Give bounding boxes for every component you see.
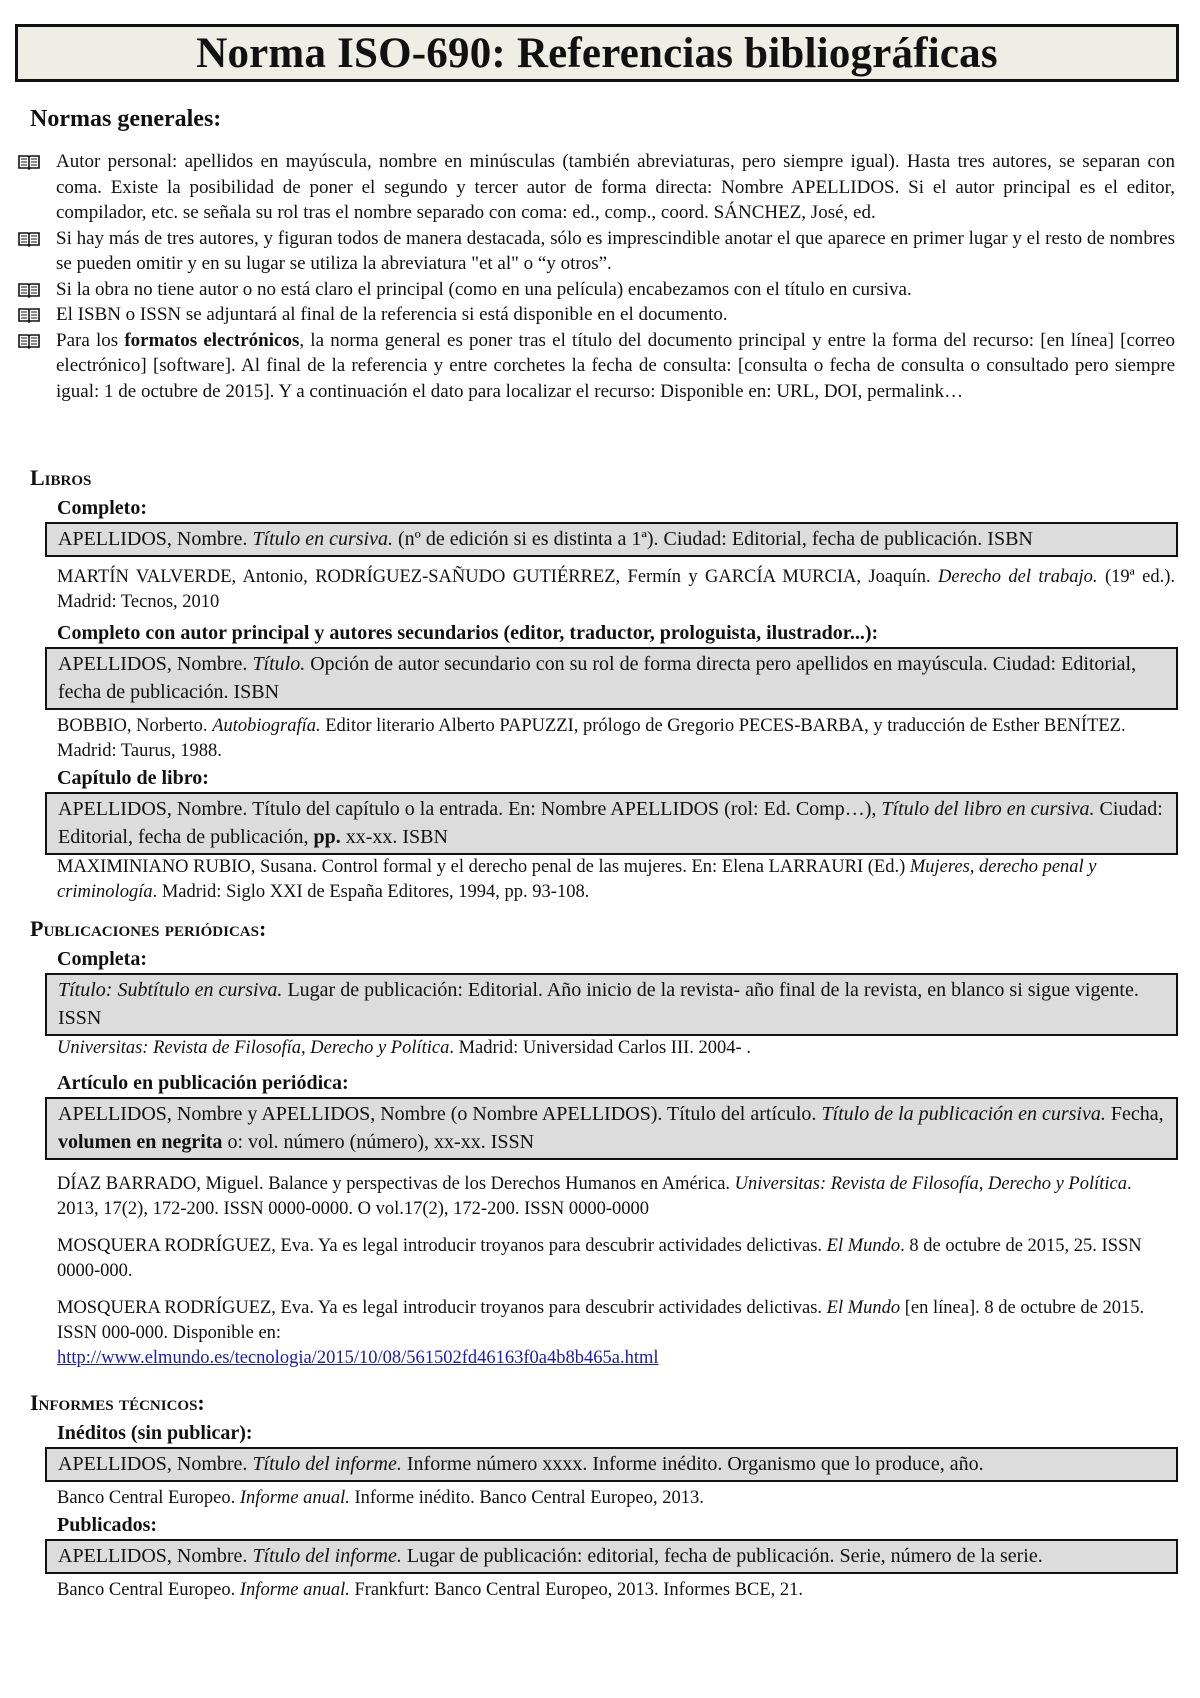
rule-text	[56, 328, 1175, 405]
format-template	[45, 973, 1178, 1036]
text-segment: El Mundo	[826, 1298, 901, 1318]
text-segment: Fecha,	[1105, 1103, 1164, 1125]
open-book-icon	[18, 231, 40, 247]
text-segment: MAXIMINIANO RUBIO, Susana. Control formal y el derecho penal de las mujeres. En: Elena LARRAURI (Ed.)	[57, 857, 910, 877]
text-segment: Título: Subtítulo en cursiva.	[58, 979, 283, 1001]
open-book-icon	[18, 154, 40, 170]
subheading-publicados: Publicados:	[57, 1514, 158, 1536]
reference-example	[57, 1172, 1175, 1222]
subheading-secundarios: Completo con autor principal y autores secundarios (editor, traductor, prologuista, ilustrador...):	[57, 622, 879, 644]
text-segment: . Madrid: Universidad Carlos III. 2004- .	[449, 1038, 751, 1058]
text-segment: . 8 de octubre de 2015, 25. ISSN 0000-000.	[57, 1236, 1142, 1281]
text-segment: xx-xx. ISBN	[340, 826, 448, 848]
general-rules-list	[18, 149, 1175, 404]
format-template	[45, 1447, 1178, 1482]
text-segment: Título.	[252, 653, 306, 675]
format-template	[45, 1097, 1178, 1160]
text-segment: MOSQUERA RODRÍGUEZ, Eva. Ya es legal introducir troyanos para descubrir actividades delictivas.	[57, 1236, 827, 1256]
text-segment: Título en cursiva.	[252, 528, 393, 550]
reference-example	[57, 1234, 1175, 1284]
text-segment: Informe anual.	[239, 1580, 350, 1600]
text-segment: Autobiografía.	[212, 716, 321, 736]
reference-sections	[0, 462, 1200, 1603]
text-segment: Si hay más de tres autores, y figuran todos de manera destacada, sólo es imprescindible anotar el que aparece en primer lugar y el resto de nombres se pueden omitir y en su lugar se utiliza la abreviatura "et al" o “y otros”.	[56, 227, 1175, 274]
text-segment: Mujeres, derecho penal y criminología	[57, 857, 1097, 902]
text-segment: (nº de edición si es distinta a 1ª). Ciudad: Editorial, fecha de publicación. ISBN	[392, 528, 1033, 550]
reference-example	[57, 1486, 1175, 1511]
text-segment: Lugar de publicación: editorial, fecha de publicación. Serie, número de la serie.	[401, 1545, 1043, 1567]
rule-item	[18, 149, 1175, 226]
text-segment: APELLIDOS, Nombre.	[58, 1545, 253, 1567]
format-template	[45, 792, 1178, 855]
reference-example	[57, 565, 1175, 615]
rule-item	[18, 277, 1175, 303]
rule-text	[56, 226, 1175, 277]
text-segment: Editor literario Alberto PAPUZZI, prólogo de Gregorio PECES-BARBA, y traducción de Esther BENÍTEZ. Madrid: Taurus, 1988.	[57, 716, 1126, 761]
reference-example	[57, 1036, 1175, 1061]
rule-text	[56, 277, 1175, 303]
text-segment: DÍAZ BARRADO, Miguel. Balance y perspectivas de los Derechos Humanos en América.	[57, 1174, 735, 1194]
text-segment: [en línea]. 8 de octubre de 2015. ISSN 000-000. Disponible en:	[57, 1298, 1145, 1343]
text-segment: Lugar de publicación: Editorial. Año inicio de la revista- año final de la revista, en blanco si sigue vigente. ISSN	[58, 979, 1139, 1029]
reference-example	[57, 1578, 1175, 1603]
general-rules-heading: Normas generales:	[30, 106, 222, 132]
text-segment: APELLIDOS, Nombre. Título del capítulo o la entrada. En: Nombre APELLIDOS (rol: Ed. Comp…),	[58, 798, 882, 820]
rule-item	[18, 302, 1175, 328]
text-segment: (19ª ed.). Madrid: Tecnos, 2010	[57, 567, 1175, 612]
text-segment: MOSQUERA RODRÍGUEZ, Eva. Ya es legal introducir troyanos para descubrir actividades delictivas.	[57, 1298, 827, 1318]
open-book-icon	[18, 282, 40, 298]
section-heading-informes: Informes técnicos:	[30, 1390, 205, 1415]
text-segment: Frankfurt: Banco Central Europeo, 2013. Informes BCE, 21.	[349, 1580, 804, 1600]
reference-example	[57, 1296, 1175, 1371]
rule-item	[18, 226, 1175, 277]
format-template	[45, 1539, 1178, 1574]
text-segment: formatos electrónicos	[124, 329, 300, 351]
text-segment: pp.	[313, 826, 341, 848]
text-segment: El Mundo	[826, 1236, 901, 1256]
text-segment: . 2013, 17(2), 172-200. ISSN 0000-0000. O vol.17(2), 172-200. ISSN 0000-0000	[57, 1174, 1132, 1219]
text-segment: . Madrid: Siglo XXI de España Editores, 1994, pp. 93-108.	[152, 882, 590, 902]
text-segment: Opción de autor secundario con su rol de forma directa pero apellidos en mayúscula. Ciudad: Editorial, fecha de publicación. ISBN	[58, 653, 1137, 703]
text-segment: MARTÍN VALVERDE, Antonio, RODRÍGUEZ-SAÑUDO GUTIÉRREZ, Fermín y GARCÍA MURCIA, Joaquín.	[57, 567, 938, 587]
text-segment: Título del libro en cursiva.	[881, 798, 1095, 820]
open-book-icon	[18, 307, 40, 323]
text-segment: o: vol. número (número), xx-xx. ISSN	[222, 1131, 535, 1153]
reference-example	[57, 714, 1175, 764]
text-segment: Título del informe.	[252, 1453, 402, 1475]
text-segment: Ciudad: Editorial, fecha de publicación,	[58, 798, 1163, 848]
text-segment: El ISBN o ISSN se adjuntará al final de la referencia si está disponible en el documento.	[56, 304, 728, 325]
text-segment: volumen en negrita	[58, 1131, 223, 1153]
text-segment: Para los	[56, 329, 125, 351]
text-segment: Universitas: Revista de Filosofía, Derecho y Política	[57, 1038, 450, 1058]
text-segment: Si la obra no tiene autor o no está claro el principal (como en una película) encabezamos con el título en cursiva.	[56, 278, 912, 300]
text-segment: Informe anual.	[239, 1488, 350, 1508]
text-segment: APELLIDOS, Nombre y APELLIDOS, Nombre (o Nombre APELLIDOS). Título del artículo.	[58, 1103, 822, 1125]
rule-text	[56, 149, 1175, 226]
subheading-capitulo: Capítulo de libro:	[57, 767, 209, 789]
rule-text	[56, 302, 1175, 328]
format-template	[45, 522, 1178, 557]
section-heading-periodicas: Publicaciones periódicas:	[30, 916, 267, 941]
rule-item	[18, 328, 1175, 405]
text-segment: Título del informe.	[252, 1545, 402, 1567]
text-segment: APELLIDOS, Nombre.	[58, 1453, 253, 1475]
reference-example	[57, 855, 1175, 905]
subheading-ineditos: Inéditos (sin publicar):	[57, 1422, 253, 1444]
text-segment: Banco Central Europeo.	[57, 1580, 240, 1600]
reference-url-link[interactable]: http://www.elmundo.es/tecnologia/2015/10/08/561502fd46163f0a4b8b465a.html	[57, 1348, 659, 1368]
subheading-completa: Completa:	[57, 948, 147, 970]
text-segment: Título de la publicación en cursiva.	[821, 1103, 1106, 1125]
format-template	[45, 647, 1178, 710]
section-heading-libros: Libros	[30, 465, 92, 490]
page-title: Norma ISO-690: Referencias bibliográficas	[15, 24, 1179, 82]
text-segment: Informe número xxxx. Informe inédito. Organismo que lo produce, año.	[401, 1453, 984, 1475]
text-segment: BOBBIO, Norberto.	[57, 716, 213, 736]
subheading-completo: Completo:	[57, 497, 147, 519]
text-segment: Autor personal: apellidos en mayúscula, nombre en minúsculas (también abreviaturas, pero siempre igual). Hasta tres autores, se separan con coma. Existe la posibilidad de poner el segundo y tercer autor de forma directa: Nombre APELLIDOS. Si el autor principal es el editor, compilador, etc. se señala su rol tras el nombre separado con coma: ed., comp., coord. SÁNCHEZ, José, ed.	[56, 151, 1175, 223]
text-segment: , la norma general es poner tras el título del documento principal y entre la forma del recurso: [en línea] [correo electrónico] [software]. Al final de la referencia y entre corchetes la fecha de consulta: [consulta o fecha de consulta o consultado pero siempre igual: 1 de octubre de 2015]. Y a continuación el dato para localizar el recurso: Disponible en: URL, DOI, permalink…	[56, 329, 1175, 402]
text-segment: APELLIDOS, Nombre.	[58, 528, 253, 550]
text-segment: APELLIDOS, Nombre.	[58, 653, 253, 675]
subheading-articulo: Artículo en publicación periódica:	[57, 1072, 349, 1094]
text-segment: Banco Central Europeo.	[57, 1488, 240, 1508]
text-segment: Universitas: Revista de Filosofía, Derecho y Política	[734, 1174, 1128, 1194]
text-segment: Derecho del trabajo.	[938, 567, 1098, 587]
open-book-icon	[18, 333, 40, 349]
text-segment: Informe inédito. Banco Central Europeo, 2013.	[349, 1488, 704, 1508]
